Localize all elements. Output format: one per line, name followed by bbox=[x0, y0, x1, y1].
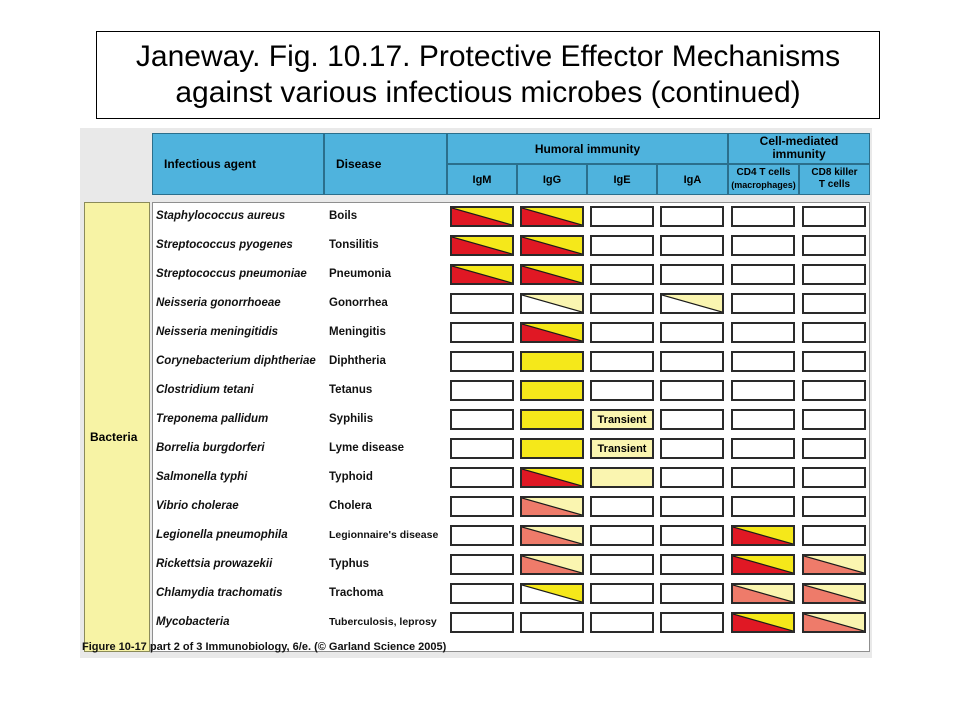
effector-cell bbox=[450, 554, 514, 575]
effector-cell bbox=[590, 525, 654, 546]
effector-cell bbox=[660, 612, 724, 633]
effector-cell bbox=[802, 525, 866, 546]
slide-title bbox=[96, 31, 880, 119]
header-cell-mediated-label-1: Cell-mediated bbox=[759, 134, 839, 148]
triangle-split-fill bbox=[452, 208, 512, 225]
row-agent: Borrelia burgdorferi bbox=[156, 442, 265, 454]
triangle-split-fill bbox=[733, 527, 793, 544]
effector-cell bbox=[660, 525, 724, 546]
row-disease: Trachoma bbox=[329, 587, 384, 599]
row-agent: Neisseria meningitidis bbox=[156, 326, 279, 338]
effector-cell bbox=[731, 264, 795, 285]
effector-cell bbox=[590, 293, 654, 314]
effector-cell bbox=[802, 293, 866, 314]
triangle-split-fill bbox=[452, 237, 512, 254]
effector-cell bbox=[802, 612, 866, 633]
effector-cell bbox=[450, 206, 514, 227]
effector-cell bbox=[731, 438, 795, 459]
triangle-split-fill bbox=[522, 556, 582, 573]
effector-cell bbox=[450, 264, 514, 285]
effector-cell bbox=[660, 409, 724, 430]
group-bacteria-label: Bacteria bbox=[90, 430, 138, 444]
row-agent: Vibrio cholerae bbox=[156, 500, 239, 512]
effector-cell bbox=[520, 380, 584, 401]
effector-cell bbox=[802, 409, 866, 430]
slide-title-line1: Janeway. Fig. 10.17. Protective Effector Mechanisms bbox=[135, 40, 841, 73]
triangle-split-fill bbox=[522, 295, 582, 312]
effector-cell bbox=[660, 467, 724, 488]
effector-cell bbox=[660, 206, 724, 227]
row-agent: Streptococcus pneumoniae bbox=[156, 268, 307, 280]
row-disease: Pneumonia bbox=[329, 268, 391, 280]
triangle-split-fill bbox=[522, 324, 582, 341]
effector-cell bbox=[520, 554, 584, 575]
triangle-split-fill bbox=[452, 266, 512, 283]
triangle-split-fill bbox=[522, 469, 582, 486]
triangle-split-fill bbox=[804, 585, 864, 602]
effector-cell bbox=[520, 612, 584, 633]
effector-cell bbox=[590, 351, 654, 372]
row-agent: Clostridium tetani bbox=[156, 384, 254, 396]
header-col-label-3: IgA bbox=[683, 173, 702, 186]
effector-cell bbox=[590, 380, 654, 401]
row-agent: Treponema pallidum bbox=[156, 413, 269, 425]
slide-title-line2: against various infectious microbes (continued) bbox=[175, 76, 801, 109]
effector-cell bbox=[450, 496, 514, 517]
effector-cell bbox=[660, 438, 724, 459]
effector-cell bbox=[590, 235, 654, 256]
triangle-split-fill bbox=[522, 237, 582, 254]
effector-cell bbox=[660, 293, 724, 314]
effector-cell bbox=[450, 351, 514, 372]
effector-cell bbox=[590, 438, 654, 459]
transient-label: Transient bbox=[597, 442, 647, 455]
effector-cell bbox=[520, 235, 584, 256]
effector-cell bbox=[660, 351, 724, 372]
effector-cell bbox=[731, 467, 795, 488]
effector-cell bbox=[731, 322, 795, 343]
triangle-split-fill bbox=[733, 614, 793, 631]
effector-cell bbox=[520, 351, 584, 372]
effector-cell bbox=[802, 206, 866, 227]
row-agent: Neisseria gonorrhoeae bbox=[156, 297, 281, 309]
effector-cell bbox=[520, 409, 584, 430]
row-agent: Chlamydia trachomatis bbox=[156, 587, 283, 599]
effector-cell bbox=[520, 467, 584, 488]
effector-cell bbox=[450, 380, 514, 401]
effector-cell bbox=[520, 206, 584, 227]
row-disease: Tuberculosis, leprosy bbox=[329, 616, 437, 628]
header-col-label-5: CD8 killer bbox=[811, 167, 858, 178]
triangle-split-fill bbox=[733, 585, 793, 602]
effector-cell bbox=[450, 612, 514, 633]
row-disease: Typhus bbox=[329, 558, 370, 570]
effector-cell bbox=[520, 293, 584, 314]
transient-label: Transient bbox=[597, 413, 647, 426]
row-agent: Rickettsia prowazekii bbox=[156, 558, 273, 570]
effector-cell bbox=[590, 467, 654, 488]
header-col-sublabel-5: T cells bbox=[818, 179, 851, 190]
row-agent: Streptococcus pyogenes bbox=[156, 239, 293, 251]
triangle-split-fill bbox=[522, 498, 582, 515]
effector-cell bbox=[731, 583, 795, 604]
row-disease: Gonorrhea bbox=[329, 297, 388, 309]
effector-cell bbox=[660, 496, 724, 517]
header-cell-mediated-label-2: immunity bbox=[772, 147, 826, 161]
triangle-split-fill bbox=[804, 556, 864, 573]
row-disease: Syphilis bbox=[329, 413, 374, 425]
group-bacteria bbox=[84, 202, 150, 652]
triangle-split-fill bbox=[662, 295, 722, 312]
effector-cell bbox=[450, 322, 514, 343]
effector-cell bbox=[731, 612, 795, 633]
triangle-split-fill bbox=[733, 556, 793, 573]
effector-cell bbox=[731, 525, 795, 546]
effector-cell bbox=[450, 438, 514, 459]
row-agent: Salmonella typhi bbox=[156, 471, 248, 483]
effector-cell bbox=[731, 293, 795, 314]
row-disease: Cholera bbox=[329, 500, 372, 512]
effector-cell bbox=[520, 583, 584, 604]
effector-cell bbox=[802, 380, 866, 401]
effector-cell bbox=[660, 380, 724, 401]
effector-cell bbox=[802, 467, 866, 488]
triangle-split-fill bbox=[522, 266, 582, 283]
effector-cell bbox=[802, 496, 866, 517]
triangle-split-fill bbox=[522, 527, 582, 544]
effector-cell bbox=[731, 554, 795, 575]
header-infectious-agent-label: Infectious agent bbox=[164, 157, 257, 171]
effector-cell bbox=[450, 525, 514, 546]
effector-cell bbox=[731, 206, 795, 227]
effector-cell bbox=[590, 322, 654, 343]
effector-cell bbox=[660, 554, 724, 575]
row-disease: Typhoid bbox=[329, 471, 373, 483]
effector-cell bbox=[590, 554, 654, 575]
effector-cell bbox=[731, 496, 795, 517]
effector-cell bbox=[590, 264, 654, 285]
effector-cell bbox=[450, 409, 514, 430]
effector-cell bbox=[520, 525, 584, 546]
header-col-label-0: IgM bbox=[472, 173, 492, 186]
effector-cell bbox=[590, 206, 654, 227]
header-col-label-4: CD4 T cells bbox=[736, 167, 791, 178]
triangle-split-fill bbox=[804, 614, 864, 631]
effector-cell bbox=[660, 235, 724, 256]
header-humoral-label: Humoral immunity bbox=[534, 141, 641, 156]
figure-caption: Figure 10-17 part 2 of 3 Immunobiology, 6/e. (© Garland Science 2005) bbox=[82, 641, 447, 653]
row-agent: Mycobacteria bbox=[156, 616, 230, 628]
header-col-label-1: IgG bbox=[542, 173, 562, 186]
effector-cell bbox=[731, 409, 795, 430]
effector-cell bbox=[520, 438, 584, 459]
row-disease: Legionnaire's disease bbox=[329, 529, 439, 541]
row-disease: Tetanus bbox=[329, 384, 373, 396]
effector-cell bbox=[450, 583, 514, 604]
triangle-split-fill bbox=[522, 208, 582, 225]
effector-cell bbox=[590, 612, 654, 633]
effector-cell bbox=[731, 380, 795, 401]
triangle-split-fill bbox=[522, 585, 582, 602]
effector-cell bbox=[660, 322, 724, 343]
effector-cell bbox=[450, 293, 514, 314]
effector-cell bbox=[450, 467, 514, 488]
effector-cell bbox=[802, 322, 866, 343]
effector-cell bbox=[590, 409, 654, 430]
effector-cell bbox=[802, 264, 866, 285]
row-disease: Meningitis bbox=[329, 326, 386, 338]
header-col-sublabel-4: (macrophages) bbox=[731, 180, 796, 190]
header-col-label-2: IgE bbox=[613, 173, 631, 186]
row-agent: Corynebacterium diphtheriae bbox=[156, 355, 316, 367]
effector-mechanism-table bbox=[80, 128, 872, 658]
row-agent: Legionella pneumophila bbox=[156, 529, 288, 541]
row-disease: Diphtheria bbox=[329, 355, 386, 367]
header-disease-label: Disease bbox=[336, 157, 382, 171]
row-agent: Staphylococcus aureus bbox=[156, 210, 286, 222]
row-disease: Lyme disease bbox=[329, 442, 405, 454]
effector-cell bbox=[520, 264, 584, 285]
effector-cell bbox=[802, 583, 866, 604]
effector-cell bbox=[590, 496, 654, 517]
row-disease: Tonsilitis bbox=[329, 239, 379, 251]
effector-cell bbox=[731, 351, 795, 372]
effector-cell bbox=[590, 583, 654, 604]
effector-cell bbox=[520, 496, 584, 517]
effector-cell bbox=[802, 235, 866, 256]
effector-cell bbox=[802, 554, 866, 575]
effector-cell bbox=[802, 438, 866, 459]
effector-cell bbox=[660, 583, 724, 604]
effector-cell bbox=[520, 322, 584, 343]
effector-cell bbox=[450, 235, 514, 256]
effector-cell bbox=[802, 351, 866, 372]
row-disease: Boils bbox=[329, 210, 358, 222]
effector-cell bbox=[731, 235, 795, 256]
effector-cell bbox=[660, 264, 724, 285]
